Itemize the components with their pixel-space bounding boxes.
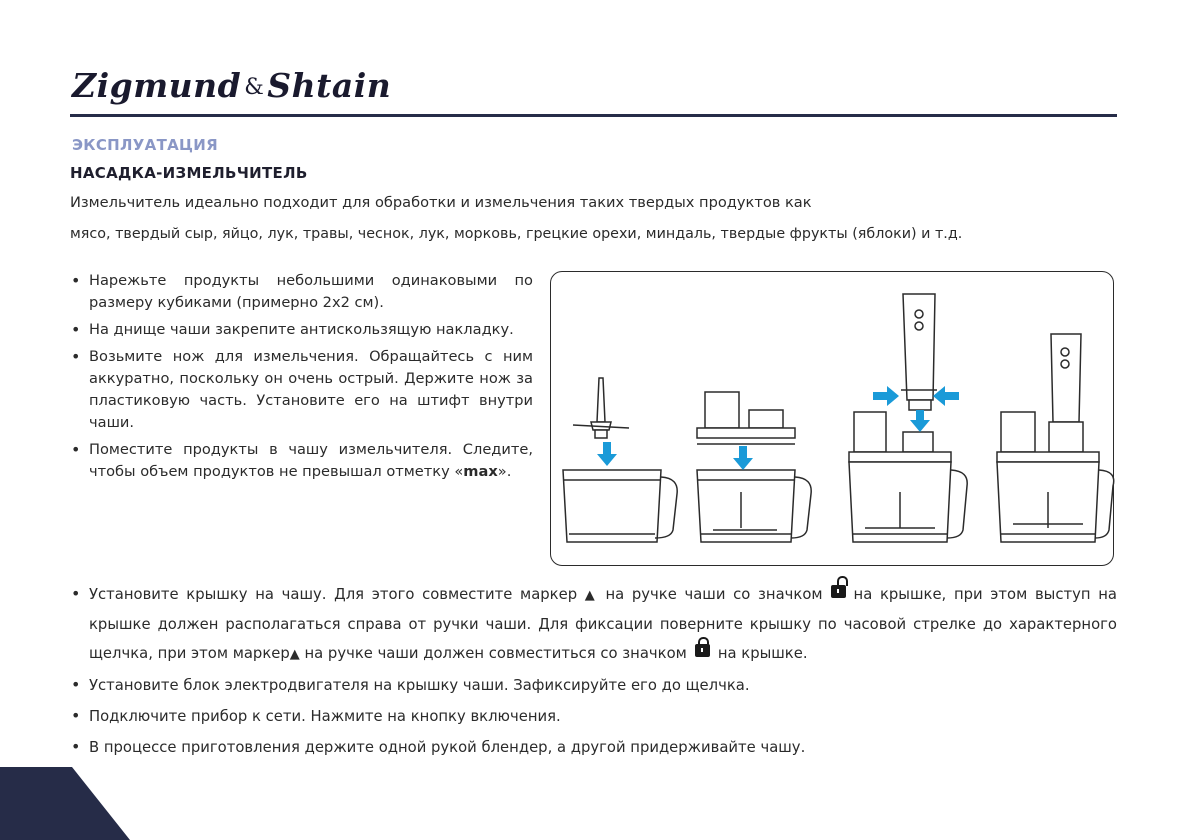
list-item-text: • Возьмите нож для измельчения. Обращайтесь с ним аккуратно, поскольку он очень острый. Держите нож за пластиковую часть. Установите его на штифт внутри чаши.: [89, 348, 533, 431]
locked-padlock-icon: [695, 644, 710, 657]
list-item-text: • В процессе приготовления держите одной рукой блендер, а другой придерживайте чашу.: [89, 739, 806, 756]
brand-logo-right: Shtain: [267, 66, 392, 105]
step-2-lid-and-bowl: [697, 392, 811, 542]
arrow-down-icon: [733, 446, 753, 470]
max-mark-label: max: [463, 463, 498, 480]
list-item: [70, 671, 1117, 700]
list-item-text-part: на ручке чаши со значком: [605, 586, 823, 603]
subsection-title: НАСАДКА-ИЗМЕЛЬЧИТЕЛЬ: [70, 164, 308, 182]
list-item-text-part: на крышке, при этом выступ на крышке должен располагаться справа от ручки чаши. Для фиксации поверните крышку по часовой стрелке до характерного щелчка, при этом маркер: [89, 586, 1117, 662]
list-item-text: [89, 580, 1117, 669]
list-item-text: [89, 439, 533, 483]
list-item-text: • На днище чаши закрепите антискользящую накладку.: [89, 321, 514, 338]
header-rule: [70, 114, 1117, 117]
arrow-down-icon: [597, 442, 617, 466]
list-item: [70, 346, 533, 434]
step-1-blade-and-bowl: [563, 378, 677, 542]
arrow-left-icon: [933, 386, 959, 406]
triangle-marker-icon: ▲: [584, 588, 598, 603]
list-item: [70, 580, 1117, 669]
list-item-text-part: на крышке.: [717, 645, 808, 662]
brand-logo-left: Zigmund: [72, 66, 242, 105]
list-item-text-part: Поместите продукты в чашу измельчителя. Следите, чтобы объем продуктов не превышал отметку «: [89, 441, 533, 480]
step-4-assembled: [997, 334, 1114, 542]
brand-logo: [72, 66, 391, 105]
list-item-text: • Подключите прибор к сети. Нажмите на кнопку включения.: [89, 708, 561, 725]
intro-line-1: Измельчитель идеально подходит для обработки и измельчения таких твердых продуктов как: [70, 194, 812, 211]
brand-logo-amp: &: [244, 75, 265, 100]
list-item: [70, 439, 533, 483]
step-3-motor-unit: [849, 294, 967, 542]
list-item: [70, 270, 533, 314]
list-item-text-part: Установите крышку на чашу. Для этого совместите маркер: [89, 586, 578, 603]
left-instruction-list: [70, 270, 533, 488]
section-label: ЭКСПЛУАТАЦИЯ: [72, 136, 218, 154]
list-item-text-part: ».: [497, 463, 512, 480]
arrow-down-icon: [910, 410, 930, 432]
unlocked-padlock-icon: [831, 585, 846, 598]
list-item-text: • Установите блок электродвигателя на крышку чаши. Зафиксируйте его до щелчка.: [89, 677, 750, 694]
bottom-instruction-list: [70, 580, 1117, 762]
arrow-right-icon: [873, 386, 899, 406]
intro-line-2: мясо, твердый сыр, яйцо, лук, травы, чеснок, лук, морковь, грецкие орехи, миндаль, твердые фрукты (яблоки) и т.д.: [70, 226, 963, 242]
list-item: [70, 733, 1117, 762]
list-item-text-part: на ручке чаши должен совместиться со значком: [304, 645, 687, 662]
list-item: [70, 319, 533, 341]
assembly-figure: [550, 271, 1114, 566]
list-item: [70, 702, 1117, 731]
triangle-marker-icon: ▲: [289, 647, 300, 662]
list-item-text: • Нарежьте продукты небольшими одинаковыми по размеру кубиками (примерно 2х2 см).: [89, 272, 533, 311]
corner-decoration: [0, 765, 130, 840]
assembly-illustration: [551, 272, 1115, 567]
